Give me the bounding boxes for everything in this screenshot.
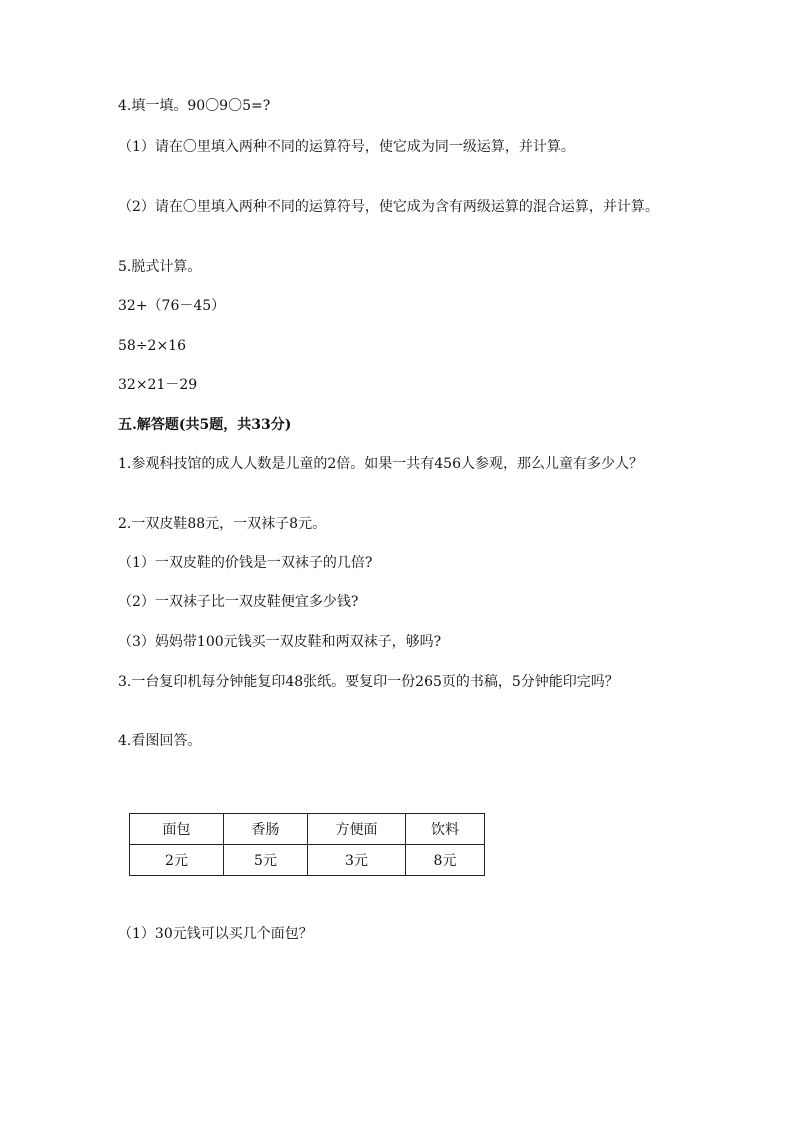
table-cell: 3元 <box>308 845 406 876</box>
question-3: 3.一台复印机每分钟能复印48张纸。要复印一份265页的书稿，5分钟能印完吗？ <box>118 674 619 690</box>
table-header-cell: 香肠 <box>224 814 308 845</box>
question-2-title: 2.一双皮鞋88元，一双袜子8元。 <box>118 516 327 532</box>
q4-fill-title: 4.填一填。90〇9〇5=? <box>118 98 271 114</box>
question-4-part1: （1）30元钱可以买几个面包？ <box>118 926 313 942</box>
calc-expression: 58÷2×16 <box>118 338 186 354</box>
calc-expression: 32+（76－45） <box>118 298 226 314</box>
q4-fill-part1: （1）请在〇里填入两种不同的运算符号，使它成为同一级运算，并计算。 <box>118 139 575 155</box>
table-header-cell: 饮料 <box>406 814 485 845</box>
calc-expression: 32×21－29 <box>118 377 198 393</box>
table-header-cell: 方便面 <box>308 814 406 845</box>
section-heading: 五.解答题(共5题，共33分) <box>118 417 292 433</box>
question-2-part: （3）妈妈带100元钱买一双皮鞋和两双袜子，够吗? <box>118 634 442 650</box>
q4-fill-part2: （2）请在〇里填入两种不同的运算符号，使它成为含有两级运算的混合运算，并计算。 <box>118 199 659 215</box>
table-cell: 5元 <box>224 845 308 876</box>
question-4-title: 4.看图回答。 <box>118 733 202 749</box>
table-cell: 8元 <box>406 845 485 876</box>
question-2-part: （2）一双袜子比一双皮鞋便宜多少钱? <box>118 594 359 610</box>
table-cell: 2元 <box>130 845 224 876</box>
price-table <box>129 813 485 876</box>
question-2-part: （1）一双皮鞋的价钱是一双袜子的几倍? <box>118 555 373 571</box>
table-header-cell: 面包 <box>130 814 224 845</box>
table-row <box>130 845 485 876</box>
q5-calc-title: 5.脱式计算。 <box>118 259 202 275</box>
table-header-row <box>130 814 485 845</box>
question-1: 1.参观科技馆的成人人数是儿童的2倍。如果一共有456人参观，那么儿童有多少人？ <box>118 456 643 472</box>
